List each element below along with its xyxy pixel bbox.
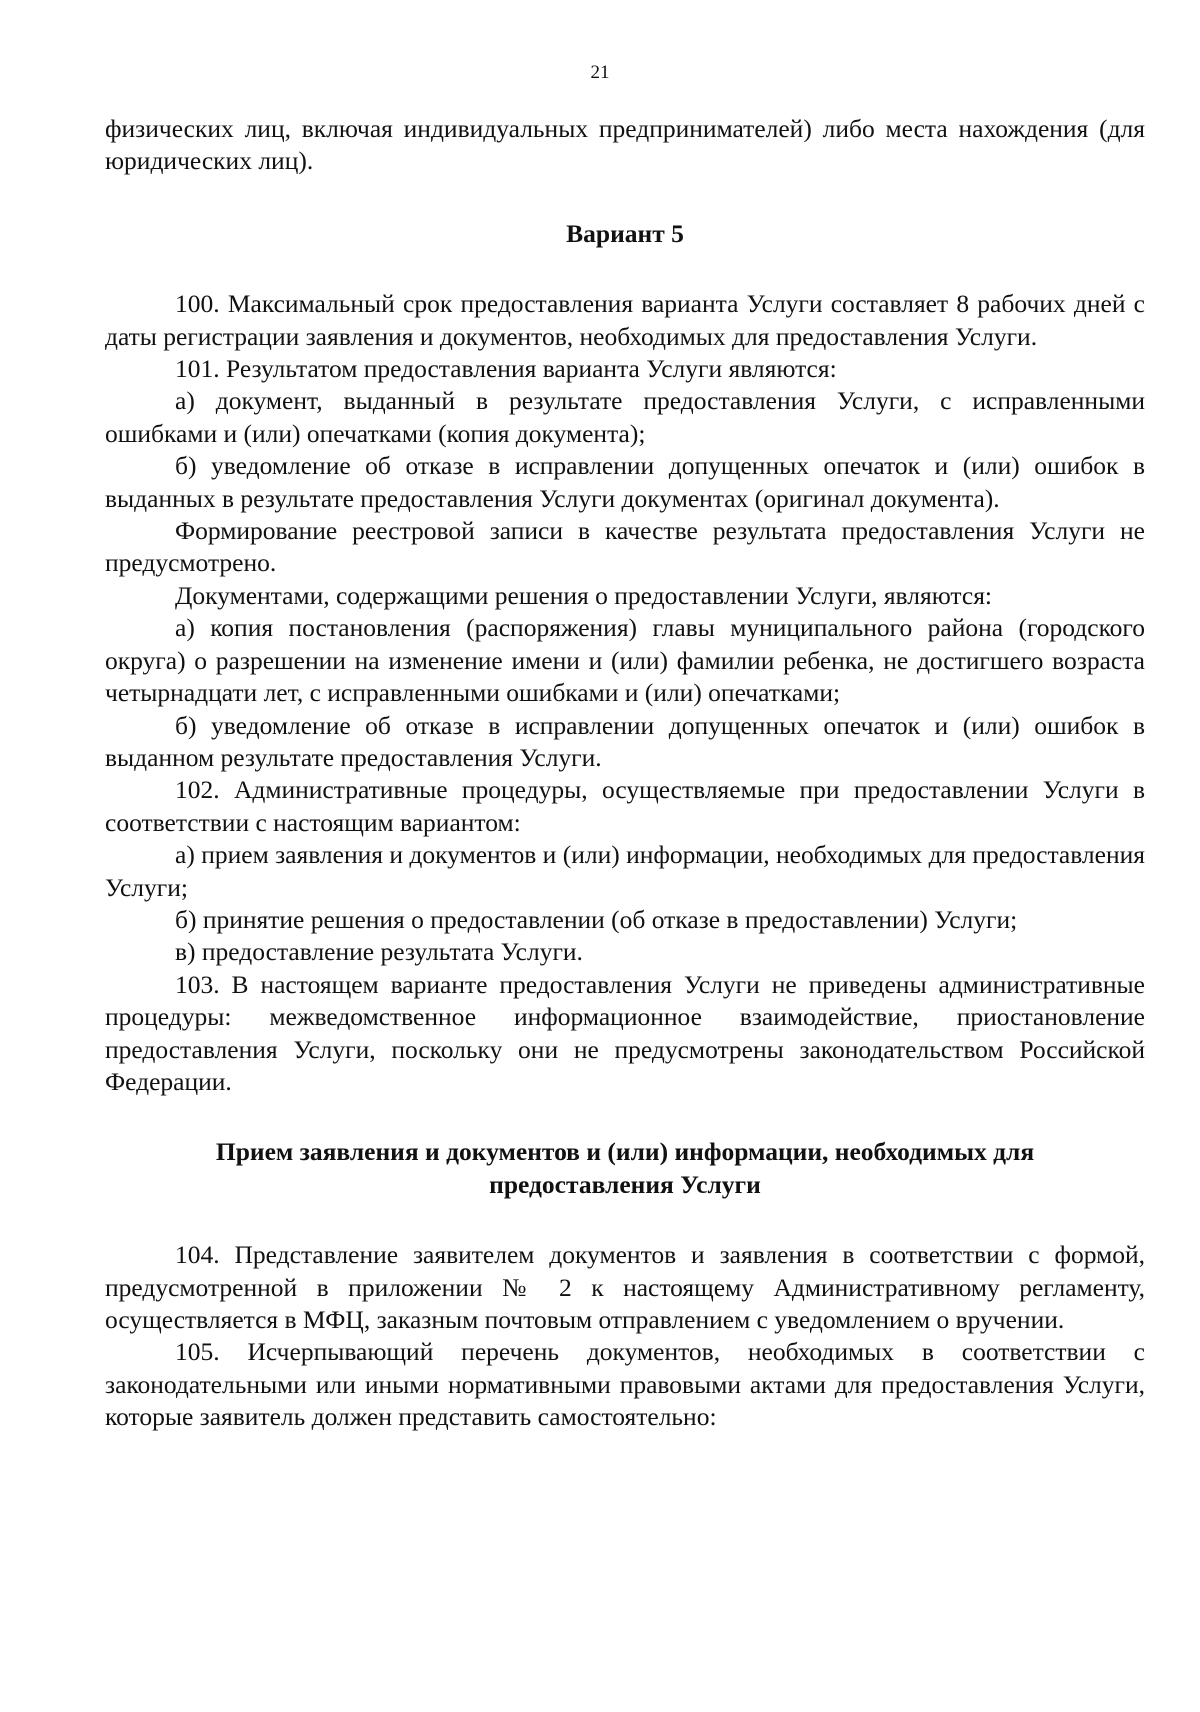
paragraph-104: 104. Представление заявителем документов и заявления в соответствии с формой, предусмотренной в приложении № 2 к настоящему Административному регламенту, осуществляется в МФЦ, заказным почтовым отправлением с уведомлением о вручении. (105, 1240, 1145, 1334)
section-heading-line-1: Прием заявления и документов и (или) информации, необходимых для (215, 1137, 1035, 1167)
paragraph-101-decision-b: б) уведомление об отказе в исправлении допущенных опечаток и (или) ошибок в выданном результате предоставления Услуги. (105, 710, 1145, 772)
page-number: 21 (590, 62, 610, 83)
paragraph-101-registry: Формирование реестровой записи в качестве результата предоставления Услуги не предусмотрено. (105, 516, 1145, 578)
paragraph-101-b: б) уведомление об отказе в исправлении допущенных опечаток и (или) ошибок в выданных в результате предоставления Услуги документах (оригинал документа). (105, 451, 1145, 513)
paragraph-102-a: а) прием заявления и документов и (или) информации, необходимых для предоставления Услуги; (105, 840, 1145, 902)
paragraph-101-decisions: Документами, содержащими решения о предоставлении Услуги, являются: (175, 580, 993, 610)
paragraph-100: 100. Максимальный срок предоставления варианта Услуги составляет 8 рабочих дней с даты регистрации заявления и документов, необходимых для предоставления Услуги. (105, 289, 1145, 351)
document-body (105, 113, 1145, 1434)
paragraph-101-decision-a: а) копия постановления (распоряжения) главы муниципального района (городского округа) о разрешении на изменение имени и (или) фамилии ребенка, не достигшего возраста четырнадцати лет, с исправленными ошибками и (или) опечатками; (105, 613, 1145, 708)
paragraph-102-c: в) предоставление результата Услуги. (175, 937, 583, 967)
intro-fragment: физических лиц, включая индивидуальных предпринимателей) либо места нахождения (для юридических лиц). (105, 114, 1145, 176)
paragraph-105: 105. Исчерпывающий перечень документов, необходимых в соответствии с законодательными или иными нормативными правовыми актами для предоставления Услуги, которые заявитель должен представить самостоятельно: (105, 1337, 1145, 1432)
variant-heading: Вариант 5 (566, 218, 684, 248)
paragraph-102-b: б) принятие решения о предоставлении (об отказе в предоставлении) Услуги; (175, 904, 1018, 934)
paragraph-101-a: а) документ, выданный в результате предоставления Услуги, с исправленными ошибками и (или) опечатками (копия документа); (105, 386, 1145, 448)
paragraph-102: 102. Административные процедуры, осуществляемые при предоставлении Услуги в соответствии с настоящим вариантом: (105, 775, 1145, 837)
section-heading-line-2: предоставления Услуги (489, 1169, 761, 1199)
paragraphs-before-section (105, 288, 1145, 1098)
paragraph-101: 101. Результатом предоставления варианта Услуги являются: (175, 354, 837, 384)
section-heading (105, 1136, 1145, 1201)
paragraph-103: 103. В настоящем варианте предоставления Услуги не приведены административные процедуры: межведомственное информационное взаимодействие, приостановление предоставления Услуги, поскольку они не предусмотрены законодательством Российской Федерации. (105, 969, 1145, 1096)
paragraphs-after-section (105, 1239, 1145, 1433)
